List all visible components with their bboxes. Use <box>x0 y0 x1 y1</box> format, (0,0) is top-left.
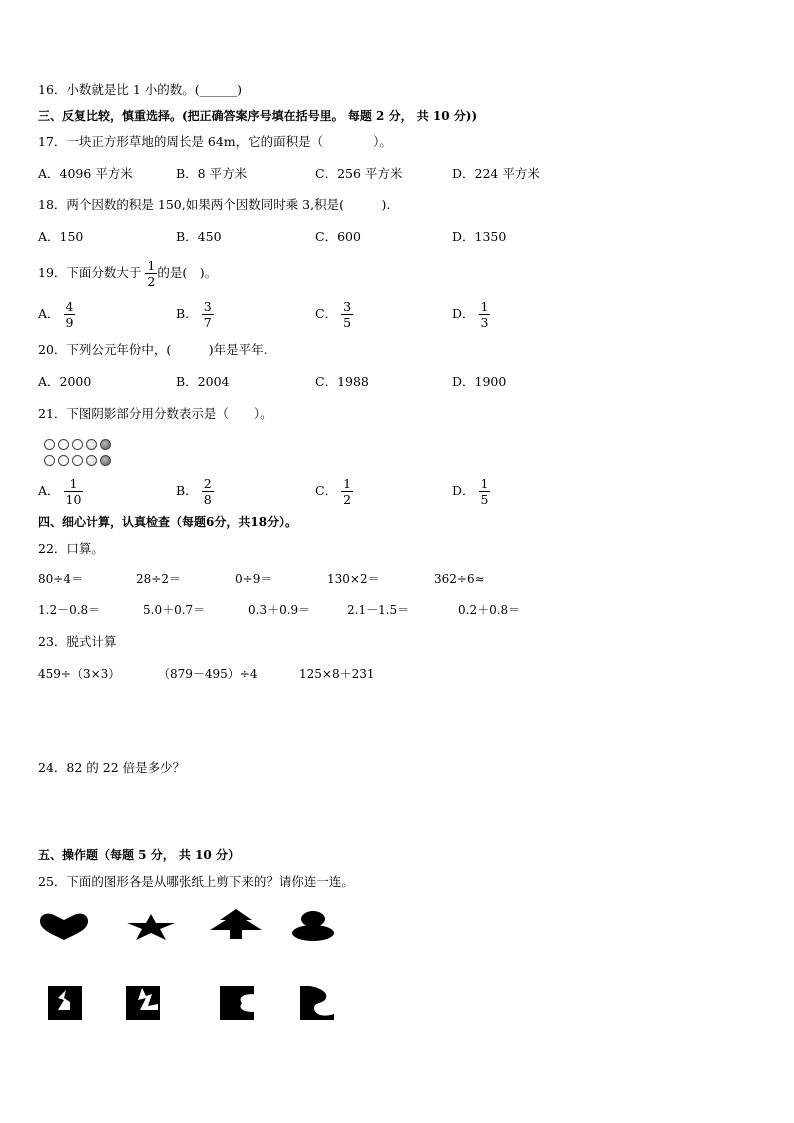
q18-option-d: D．1350 <box>452 229 507 244</box>
q22-item-4: 130×2＝ <box>327 572 380 586</box>
circle-icon <box>72 439 83 450</box>
q21-option-b <box>176 474 214 508</box>
q19-fraction <box>145 258 157 289</box>
star-icon <box>126 913 176 941</box>
q19-option-d <box>452 297 490 331</box>
circle-icon <box>72 455 83 466</box>
q19-option-b-numerator: 3 <box>203 299 212 314</box>
circle-icon <box>86 455 97 466</box>
q19-fraction-numerator: 1 <box>147 258 156 273</box>
q19-option-d-label: D． <box>452 306 475 321</box>
q19-option-d-numerator: 1 <box>480 299 489 314</box>
q22-item-10: 0.2＋0.8＝ <box>458 603 521 617</box>
q20-option-b: B．2004 <box>176 374 230 389</box>
q22-item-9: 2.1－1.5＝ <box>347 603 410 617</box>
q22-item-5: 362÷6≈ <box>434 572 485 586</box>
circle-icon <box>58 439 69 450</box>
section-5-heading: 五、操作题（每题 5 分， 共 10 分） <box>38 848 240 862</box>
q22-item-8: 0.3＋0.9＝ <box>248 603 311 617</box>
q21-option-d <box>452 474 490 508</box>
q19-suffix: 的是( )。 <box>157 265 218 280</box>
q19-option-b-denominator: 7 <box>203 315 212 330</box>
question-21: 21．下图阴影部分用分数表示是（ ）。 <box>38 406 273 421</box>
circle-icon <box>44 439 55 450</box>
q17-option-a: A．4096 平方米 <box>38 166 133 181</box>
question-17: 17．一块正方形草地的周长是 64m，它的面积是（ ）。 <box>38 134 392 149</box>
shaded-circle-icon <box>100 439 111 450</box>
q18-option-a: A．150 <box>38 229 84 244</box>
q20-option-a: A．2000 <box>38 374 92 389</box>
q19-option-a-label: A． <box>38 306 60 321</box>
circle-icon <box>44 455 55 466</box>
shaded-circle-icon <box>100 455 111 466</box>
q17-option-b: B．8 平方米 <box>176 166 248 181</box>
circle-icon <box>58 455 69 466</box>
q19-option-c <box>315 297 353 331</box>
q19-option-a-numerator: 4 <box>65 299 74 314</box>
q23-item-2: （879－495）÷4 <box>158 667 258 681</box>
paper-cut-3-icon <box>218 984 256 1022</box>
q19-option-c-numerator: 3 <box>343 299 352 314</box>
question-22: 22．口算。 <box>38 541 104 556</box>
paper-cut-4-icon <box>298 984 336 1022</box>
q19-option-a-denominator: 9 <box>65 315 74 330</box>
q21-option-a-label: A． <box>38 483 60 498</box>
q21-option-c-denominator: 2 <box>343 492 352 507</box>
q19-option-c-label: C． <box>315 306 338 321</box>
q20-option-d: D．1900 <box>452 374 507 389</box>
question-16: 16．小数就是比 1 小的数。(______) <box>38 82 243 97</box>
q19-option-a <box>38 297 75 331</box>
paper-cut-1-icon <box>46 984 84 1022</box>
section-3-heading: 三、反复比较，慎重选择。(把正确答案序号填在括号里。 每题 2 分， 共 10 分)) <box>38 109 478 123</box>
q21-option-d-denominator: 5 <box>480 492 489 507</box>
q17-option-d: D．224 平方米 <box>452 166 540 181</box>
question-24: 24．82 的 22 倍是多少？ <box>38 760 186 775</box>
q21-option-a-denominator: 10 <box>65 492 82 507</box>
q23-item-3: 125×8＋231 <box>299 667 375 681</box>
q21-option-c-numerator: 1 <box>343 476 352 491</box>
q19-fraction-denominator: 2 <box>147 274 156 289</box>
q19-option-c-denominator: 5 <box>343 315 352 330</box>
q21-option-b-label: B． <box>176 483 198 498</box>
q22-item-7: 5.0＋0.7＝ <box>143 603 206 617</box>
heart-icon <box>38 910 90 942</box>
section-4-heading: 四、细心计算，认真检查（每题6分，共18分）。 <box>38 515 298 529</box>
tree-icon <box>208 908 264 940</box>
q19-option-d-denominator: 3 <box>480 315 489 330</box>
q21-option-b-numerator: 2 <box>203 476 212 491</box>
question-18: 18．两个因数的积是 150,如果两个因数同时乘 3,积是( ). <box>38 197 391 212</box>
q18-option-c: C．600 <box>315 229 361 244</box>
snowman-icon <box>290 910 336 942</box>
q22-item-6: 1.2－0.8＝ <box>38 603 101 617</box>
q20-option-c: C．1988 <box>315 374 369 389</box>
q22-item-3: 0÷9＝ <box>235 572 273 586</box>
circle-icon <box>86 439 97 450</box>
q17-option-c: C．256 平方米 <box>315 166 403 181</box>
q21-option-a-numerator: 1 <box>64 476 84 492</box>
paper-cut-2-icon <box>124 984 162 1022</box>
q19-option-b <box>176 297 214 331</box>
q21-option-c <box>315 474 353 508</box>
q22-item-1: 80÷4＝ <box>38 572 83 586</box>
q19-prefix: 19．下面分数大于 <box>38 265 142 280</box>
q21-option-c-label: C． <box>315 483 338 498</box>
question-23: 23．脱式计算 <box>38 634 117 649</box>
q22-item-2: 28÷2＝ <box>136 572 181 586</box>
q18-option-b: B．450 <box>176 229 222 244</box>
q21-option-b-denominator: 8 <box>203 492 212 507</box>
question-25: 25．下面的图形各是从哪张纸上剪下来的？请你连一连。 <box>38 874 354 889</box>
q19-option-b-label: B． <box>176 306 198 321</box>
q21-option-d-label: D． <box>452 483 475 498</box>
q21-option-a <box>38 474 83 508</box>
q23-item-1: 459÷（3×3） <box>38 667 121 681</box>
q21-option-d-numerator: 1 <box>480 476 489 491</box>
question-19 <box>38 256 217 290</box>
question-20: 20．下列公元年份中，( )年是平年. <box>38 342 268 357</box>
